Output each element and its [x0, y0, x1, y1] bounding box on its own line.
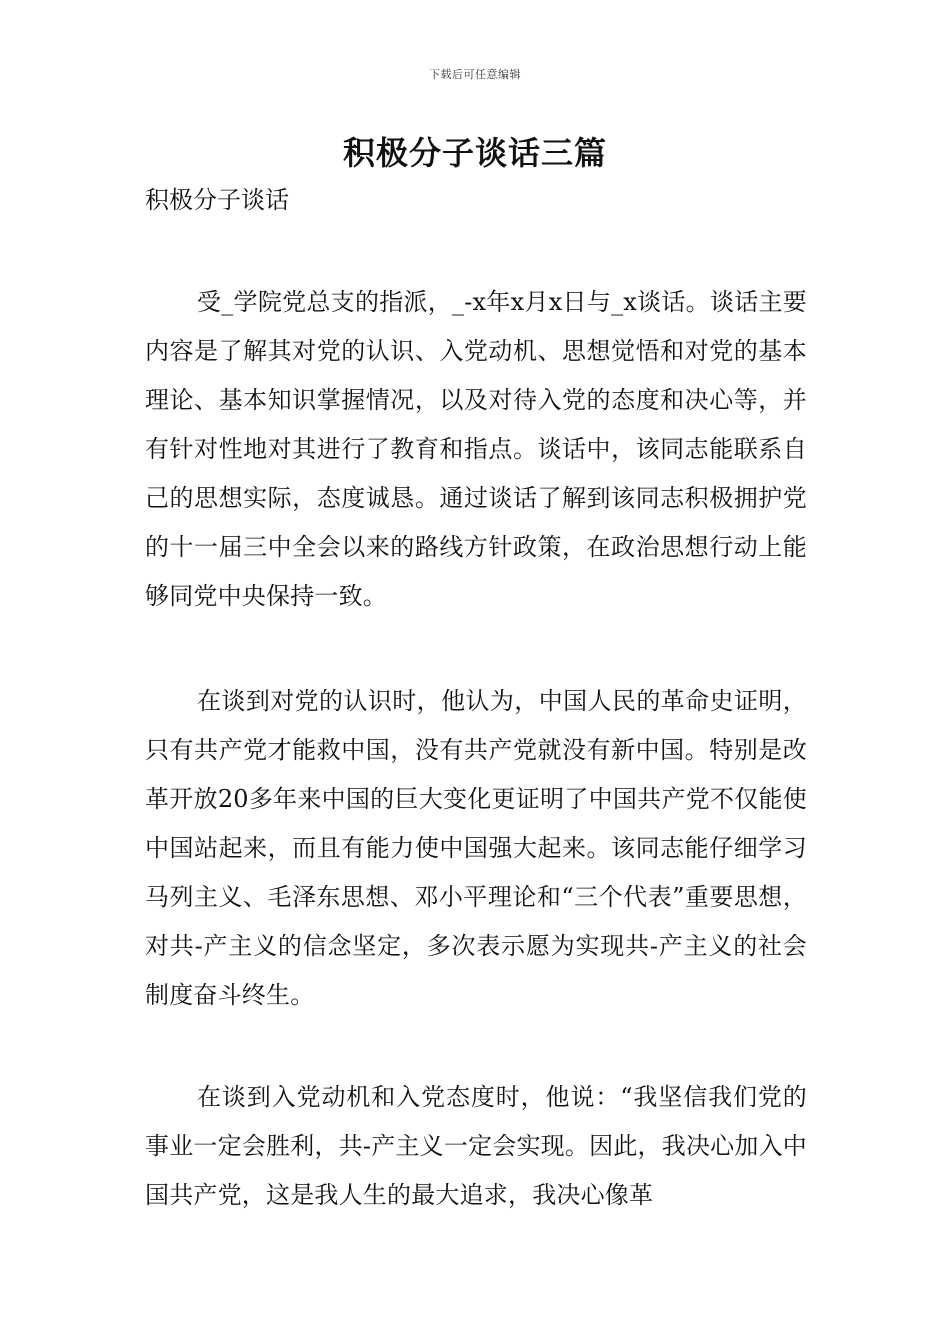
paragraph-2: 在谈到对党的认识时，他认为，中国人民的革命史证明，只有共产党才能救中国，没有共产党就没有新中国。特别是改革开放20多年来中国的巨大变化更证明了中国共产党不仅能使中国站起来，而且有能力使中国强大起来。该同志能仔细学习马列主义、毛泽东思想、邓小平理论和“三个代表”重要思想，对共-产主义的信念坚定，多次表示愿为实现共-产主义的社会制度奋斗终生。 — [145, 687, 807, 1009]
header-note: 下载后可任意编辑 — [429, 68, 521, 81]
section-title: 积极分子谈话 — [145, 186, 289, 214]
paragraph-1: 受_学院党总支的指派，_-x年x月x日与_x谈话。谈话主要内容是了解其对党的认识、入党动机、思想觉悟和对党的基本理论、基本知识掌握情况，以及对待入党的态度和决心等，并有针对性地对其进行了教育和指点。谈话中，该同志能联系自己的思想实际，态度诚恳。通过谈话了解到该同志积极拥护党的十一届三中全会以来的路线方针政策，在政治思想行动上能够同党中央保持一致。 — [145, 288, 807, 610]
paragraph-3: 在谈到入党动机和入党态度时，他说：“我坚信我们党的事业一定会胜利，共-产主义一定会实现。因此，我决心加入中国共产党，这是我人生的最大追求，我决心像革 — [145, 1083, 807, 1209]
document-title: 积极分子谈话三篇 — [342, 134, 607, 172]
